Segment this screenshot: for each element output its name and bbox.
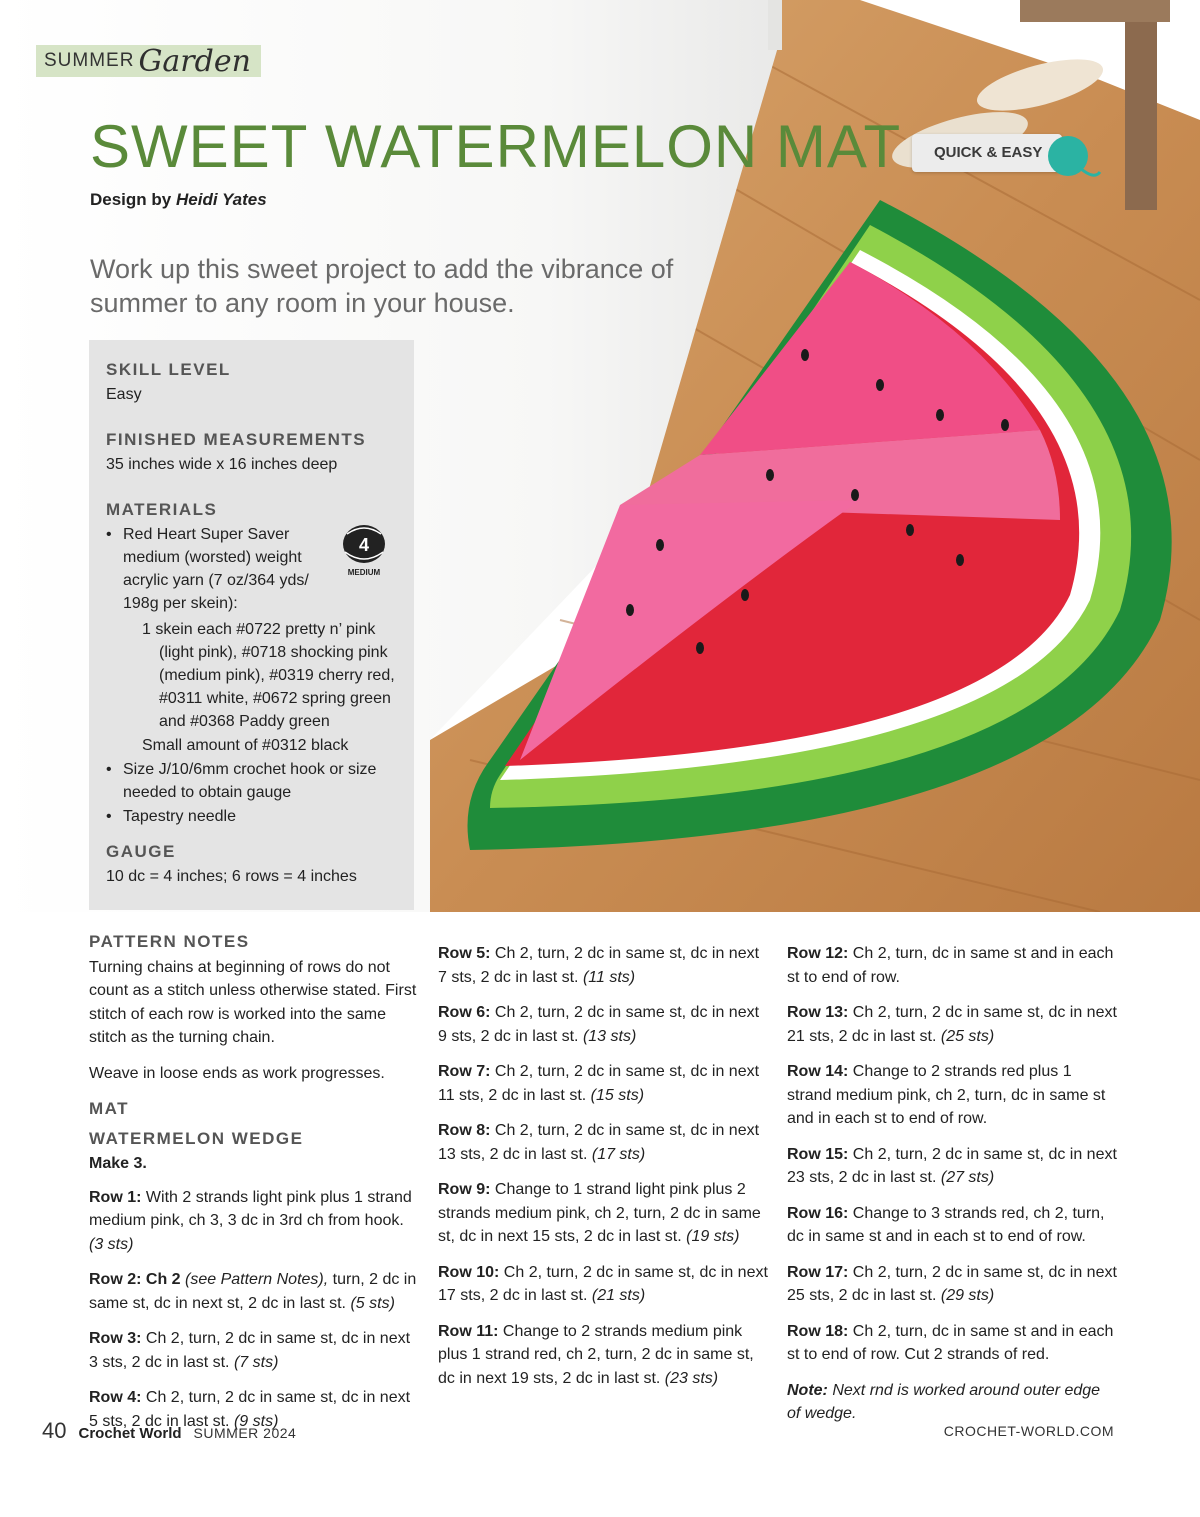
column-3 (787, 942, 1117, 1438)
section-word-garden: Garden (138, 43, 251, 79)
row-14: Row 14: Change to 2 strands red plus 1 strand medium pink, ch 2, turn, dc in same st and in each st to end of row. (787, 1063, 1106, 1127)
page-title: SWEET WATERMELON MAT (90, 113, 902, 180)
designer-name: Heidi Yates (175, 190, 267, 209)
pattern-notes-p1: Turning chains at beginning of rows do not count as a stitch unless otherwise stated. First stitch of each row is worked into the same stitch as the turning chain. (89, 958, 417, 1046)
pattern-notes-p2: Weave in loose ends as work progresses. (89, 1064, 385, 1082)
row-15: Row 15: Ch 2, turn, 2 dc in same st, dc in next 23 sts, 2 dc in last st. (27 sts) (787, 1145, 1117, 1186)
section-word-summer: SUMMER (44, 50, 135, 71)
row-1: Row 1: With 2 strands light pink plus 1 strand medium pink, ch 3, 3 dc in 3rd ch from hook. (3 sts) (89, 1188, 412, 1253)
info-box (89, 340, 414, 910)
row-10: Row 10: Ch 2, turn, 2 dc in same st, dc in next 17 sts, 2 dc in last st. (21 sts) (438, 1263, 768, 1304)
row-17: Row 17: Ch 2, turn, 2 dc in same st, dc in next 25 sts, 2 dc in last st. (29 sts) (787, 1263, 1117, 1304)
yarn-weight-icon (341, 522, 387, 578)
row-3: Row 3: Ch 2, turn, 2 dc in same st, dc in next 3 sts, 2 dc in last st. (7 sts) (89, 1330, 411, 1371)
intro-text: Work up this sweet project to add the vibrance of summer to any room in your house. (90, 254, 674, 318)
make-count: Make 3. (89, 1155, 147, 1172)
footer-left (42, 1418, 296, 1444)
byline (90, 190, 267, 210)
row-6: Row 6: Ch 2, turn, 2 dc in same st, dc in next 9 sts, 2 dc in last st. (13 sts) (438, 1004, 760, 1045)
material-item-needle: • Tapestry needle (106, 808, 236, 825)
row-4: Row 4: Ch 2, turn, 2 dc in same st, dc in next 5 sts, 2 dc in last st. (9 sts) (89, 1389, 411, 1430)
yarn-weight-label: MEDIUM (347, 568, 381, 577)
row-5: Row 5: Ch 2, turn, 2 dc in same st, dc in next 7 sts, 2 dc in last st. (11 sts) (438, 945, 760, 986)
row-9: Row 9: Change to 1 strand light pink plus 2 strands medium pink, ch 2, turn, 2 dc in same st, dc in next 15 sts, 2 dc in last st. (19 sts) (438, 1181, 761, 1245)
row-11: Row 11: Change to 2 strands medium pink plus 1 strand red, ch 2, turn, 2 dc in same st, dc in next 19 sts, 2 dc in last st. (23 sts) (438, 1322, 754, 1387)
row-13: Row 13: Ch 2, turn, 2 dc in same st, dc in next 21 sts, 2 dc in last st. (25 sts) (787, 1004, 1117, 1045)
measurements-heading: FINISHED MEASUREMENTS (106, 430, 367, 449)
gauge-value: 10 dc = 4 inches; 6 rows = 4 inches (106, 868, 357, 885)
magazine-name: Crochet World (78, 1425, 182, 1442)
material-item-yarn: • Red Heart Super Saver medium (worsted) weight acrylic yarn (7 oz/364 yds/ 198g per skein): (106, 526, 309, 612)
row-8: Row 8: Ch 2, turn, 2 dc in same st, dc in next 13 sts, 2 dc in last st. (17 sts) (438, 1122, 760, 1163)
row-2: Row 2: Ch 2 (see Pattern Notes), turn, 2 dc in same st, dc in next st, 2 dc in last st. (5 sts) (89, 1271, 417, 1312)
row-7: Row 7: Ch 2, turn, 2 dc in same st, dc in next 11 sts, 2 dc in last st. (15 sts) (438, 1063, 760, 1104)
row-16: Row 16: Change to 3 strands red, ch 2, turn, dc in same st and in each st to end of row. (787, 1204, 1105, 1245)
skill-level-heading: SKILL LEVEL (106, 360, 231, 379)
column-1 (89, 930, 419, 1445)
row-12: Row 12: Ch 2, turn, dc in same st and in each st to end of row. (787, 945, 1114, 986)
material-item-hook: • Size J/10/6mm crochet hook or size needed to obtain gauge (106, 761, 377, 801)
edge-note: Note: Next rnd is worked around outer edge of wedge. (787, 1381, 1101, 1422)
pattern-notes-heading: PATTERN NOTES (89, 932, 250, 951)
column-2 (438, 942, 768, 1402)
material-item-black: Small amount of #0312 black (142, 737, 349, 754)
byline-prefix: Design by (90, 190, 172, 209)
issue-date: SUMMER 2024 (193, 1425, 297, 1441)
mat-heading: MAT (89, 1099, 130, 1118)
badge-label: QUICK & EASY (934, 144, 1043, 161)
gauge-heading: GAUGE (106, 842, 176, 861)
material-item-colors: 1 skein each #0722 pretty n’ pink (light pink), #0718 shocking pink (medium pink), #0319 cherry red, #0311 white, #0672 spring green and #0368 Paddy green (142, 621, 395, 730)
wedge-heading: WATERMELON WEDGE (89, 1128, 304, 1148)
section-tag-bar (36, 45, 261, 77)
page-number: 40 (42, 1418, 67, 1443)
website: CROCHET-WORLD.COM (943, 1423, 1114, 1439)
row-18: Row 18: Ch 2, turn, dc in same st and in each st to end of row. Cut 2 strands of red. (787, 1322, 1114, 1363)
quick-easy-badge (912, 130, 1112, 180)
yarn-weight-number: 4 (358, 535, 370, 555)
yarn-ball-icon (1042, 132, 1102, 184)
materials-heading: MATERIALS (106, 500, 218, 519)
section-tag (36, 40, 261, 82)
skill-level-value: Easy (106, 386, 142, 403)
measurements-value: 35 inches wide x 16 inches deep (106, 456, 338, 473)
